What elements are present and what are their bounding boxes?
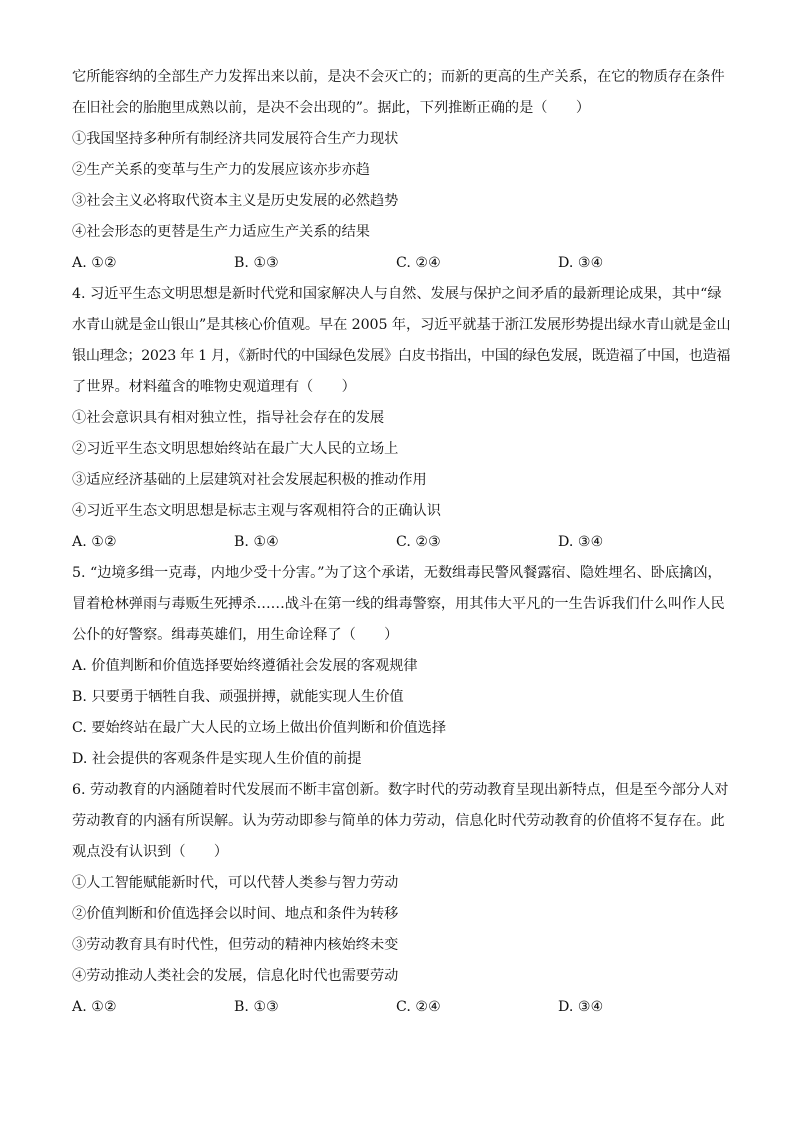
question-text-line: 公仆的好警察。缉毒英雄们，用生命诠释了（ ） <box>72 627 399 643</box>
option-c: C. ②④ <box>396 999 441 1015</box>
choice-a: A. 价值判断和价值选择要始终遵循社会发展的客观规律 <box>72 658 418 674</box>
option-d: D. ③④ <box>558 534 604 550</box>
option-d: D. ③④ <box>558 999 604 1015</box>
question-text-line: 在旧社会的胎胞里成熟以前，是决不会出现的”。据此，下列推断正确的是（ ） <box>72 100 591 116</box>
answer-options <box>72 527 730 558</box>
question-text-line: 5. “边境多缉一克毒，内地少受十分害。”为了这个承诺，无数缉毒民警风餐露宿、隐姓埋名、卧底擒凶， <box>72 565 722 581</box>
statement-4: ④劳动推动人类社会的发展，信息化时代也需要劳动 <box>72 968 399 984</box>
statement-1: ①人工智能赋能新时代，可以代替人类参与智力劳动 <box>72 875 399 891</box>
statement-4: ④社会形态的更替是生产力适应生产关系的结果 <box>72 224 370 240</box>
statement-1: ①社会意识具有相对独立性，指导社会存在的发展 <box>72 410 385 426</box>
statement-2: ②价值判断和价值选择会以时间、地点和条件为转移 <box>72 906 399 922</box>
question-3-continuation <box>72 62 730 279</box>
choice-d: D. 社会提供的客观条件是实现人生价值的前提 <box>72 751 362 767</box>
option-a: A. ①② <box>72 999 117 1015</box>
statement-3: ③适应经济基础的上层建筑对社会发展起积极的推动作用 <box>72 472 427 488</box>
question-text-line: 了世界。材料蕴含的唯物史观道理有（ ） <box>72 379 356 395</box>
statement-4: ④习近平生态文明思想是标志主观与客观相符合的正确认识 <box>72 503 441 519</box>
question-text-line: 观点没有认识到（ ） <box>72 844 229 860</box>
choice-b: B. 只要勇于牺牲自我、顽强拼搏，就能实现人生价值 <box>72 689 404 705</box>
statement-2: ②生产关系的变革与生产力的发展应该亦步亦趋 <box>72 162 370 178</box>
question-text-line: 劳动教育的内涵有所误解。认为劳动即参与简单的体力劳动，信息化时代劳动教育的价值将不复存在。此 <box>72 813 725 829</box>
option-d: D. ③④ <box>558 255 604 271</box>
question-text-line: 银山理念；2023 年 1 月，《新时代的中国绿色发展》白皮书指出，中国的绿色发展，既造福了中国，也造福 <box>72 348 731 364</box>
document-page <box>72 62 730 1023</box>
answer-options <box>72 248 730 279</box>
choice-c: C. 要始终站在最广大人民的立场上做出价值判断和价值选择 <box>72 720 447 736</box>
option-a: A. ①② <box>72 255 117 271</box>
statement-1: ①我国坚持多种所有制经济共同发展符合生产力现状 <box>72 131 399 147</box>
statement-3: ③社会主义必将取代资本主义是历史发展的必然趋势 <box>72 193 399 209</box>
question-text-line: 水青山就是金山银山”是其核心价值观。早在 2005 年，习近平就基于浙江发展形势提出绿水青山就是金山 <box>72 317 731 333</box>
question-4 <box>72 279 730 558</box>
question-text-line: 它所能容纳的全部生产力发挥出来以前，是决不会灭亡的；而新的更高的生产关系，在它的物质存在条件 <box>72 69 725 85</box>
answer-options <box>72 992 730 1023</box>
question-text-line: 4. 习近平生态文明思想是新时代党和国家解决人与自然、发展与保护之间矛盾的最新理论成果，其中“绿 <box>72 286 722 302</box>
statement-3: ③劳动教育具有时代性，但劳动的精神内核始终未变 <box>72 937 399 953</box>
statement-2: ②习近平生态文明思想始终站在最广大人民的立场上 <box>72 441 399 457</box>
option-c: C. ②③ <box>396 534 441 550</box>
option-b: B. ①③ <box>234 255 279 271</box>
option-c: C. ②④ <box>396 255 441 271</box>
question-6 <box>72 775 730 1023</box>
option-b: B. ①④ <box>234 534 279 550</box>
question-text-line: 冒着枪林弹雨与毒贩生死搏杀……战斗在第一线的缉毒警察，用其伟大平凡的一生告诉我们什么叫作人民 <box>72 596 725 612</box>
option-b: B. ①③ <box>234 999 279 1015</box>
question-5 <box>72 558 730 775</box>
question-text-line: 6. 劳动教育的内涵随着时代发展而不断丰富创新。数字时代的劳动教育呈现出新特点，但是至今部分人对 <box>72 782 729 798</box>
option-a: A. ①② <box>72 534 117 550</box>
